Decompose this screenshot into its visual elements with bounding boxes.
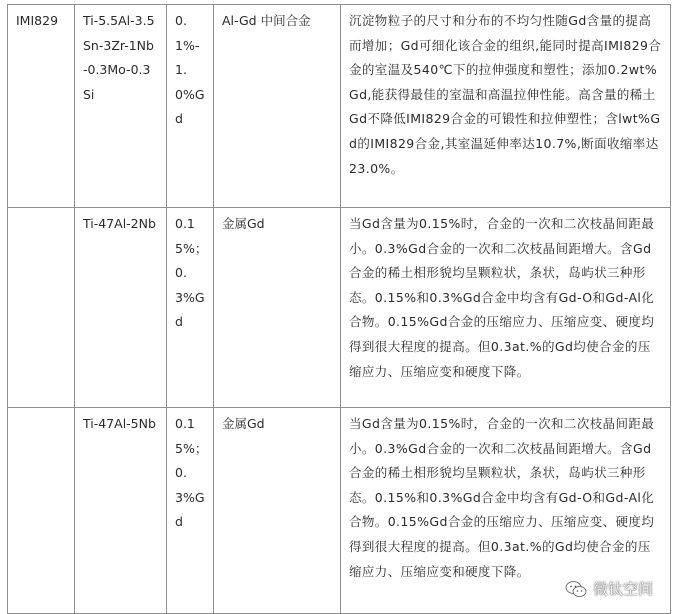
- table-row: [8, 208, 671, 408]
- effect-cell: 当Gd含量为0.15%时，合金的一次和二次枝晶间距最小。0.3%Gd合金的一次和二次枝晶间距增大。含Gd合金的稀土相形貌均呈颗粒状，条状，岛屿状三种形态。0.15%和0.3%Gd合金中均含有Gd-O和Gd-Al化合物。0.15%Gd合金的压缩应力、压缩应变、硬度均得到很大程度的提高。但0.3at.%的Gd均使合金的压缩应力、压缩应变和硬度下降。: [341, 408, 671, 614]
- alloy-cell: IMI829: [8, 5, 75, 208]
- addition-form-cell: 金属Gd: [214, 208, 341, 408]
- watermark: [565, 578, 653, 599]
- addition-form-cell: 金属Gd: [214, 408, 341, 614]
- table-row: [8, 5, 671, 208]
- alloy-cell: [8, 208, 75, 408]
- watermark-text: 微钛空间: [592, 580, 653, 598]
- effect-cell: 当Gd含量为0.15%时，合金的一次和二次枝晶间距最小。0.3%Gd合金的一次和二次枝晶间距增大。含Gd合金的稀土相形貌均呈颗粒状，条状，岛屿状三种形态。0.15%和0.3%Gd合金中均含有Gd-O和Gd-Al化合物。0.15%Gd合金的压缩应力、压缩应变、硬度均得到很大程度的提高。但0.3at.%的Gd均使合金的压缩应力、压缩应变和硬度下降。: [341, 208, 671, 408]
- alloy-cell: [8, 408, 75, 614]
- addition-form-cell: Al-Gd 中间合金: [214, 5, 341, 208]
- wechat-icon: [565, 580, 587, 598]
- gd-content-cell: 0.15%；0.3%Gd: [167, 208, 214, 408]
- alloy-table: [7, 4, 671, 614]
- effect-cell: 沉淀物粒子的尺寸和分布的不均匀性随Gd含量的提高而增加；Gd可细化该合金的组织,能同时提高IMI829合金的室温及540℃下的拉伸强度和塑性；添加0.2wt%Gd,能获得最佳的室温和高温拉伸性能。高含量的稀土Gd不降低IMI829合金的可锻性和拉伸塑性；含lwt%Gd的IMI829合金,其室温延伸率达10.7%,断面收缩率达23.0%。: [341, 5, 671, 208]
- composition-cell: Ti-47Al-5Nb: [75, 408, 167, 614]
- gd-content-cell: 0.1%-1.0%Gd: [167, 5, 214, 208]
- composition-cell: Ti-5.5Al-3.5Sn-3Zr-1Nb-0.3Mo-0.3Si: [75, 5, 167, 208]
- composition-cell: Ti-47Al-2Nb: [75, 208, 167, 408]
- gd-content-cell: 0.15%；0.3%Gd: [167, 408, 214, 614]
